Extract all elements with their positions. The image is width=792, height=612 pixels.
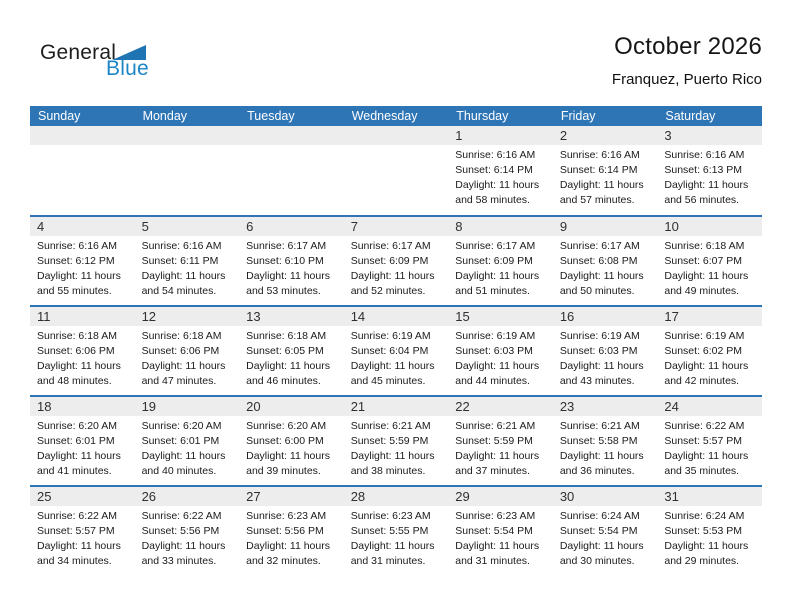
day-details (135, 416, 240, 479)
day-detail-line: Sunset: 5:54 PM (559, 525, 638, 537)
day-detail-line: Sunset: 6:03 PM (559, 345, 638, 357)
day-details (30, 416, 135, 479)
day-detail-line: Sunrise: 6:19 AM (559, 330, 640, 342)
day-detail-line: Sunrise: 6:19 AM (455, 330, 536, 342)
day-details (448, 145, 553, 208)
day-details (135, 236, 240, 299)
day-details (553, 145, 658, 208)
weekday-header-thursday: Thursday (448, 106, 553, 126)
day-number-band: 24 (657, 397, 762, 416)
day-cell-22 (448, 396, 553, 486)
day-cell-28 (344, 486, 449, 576)
day-detail-line: Sunrise: 6:18 AM (246, 330, 327, 342)
day-cell-13 (239, 306, 344, 396)
day-detail-line: Sunrise: 6:23 AM (455, 510, 536, 522)
week-row (30, 126, 762, 216)
day-details (239, 506, 344, 569)
day-detail-line: Sunrise: 6:18 AM (37, 330, 117, 342)
day-detail-line: Daylight: 11 hours (664, 360, 749, 372)
day-detail-line: Sunset: 6:02 PM (664, 345, 743, 357)
day-details (448, 326, 553, 389)
day-detail-line: Daylight: 11 hours (455, 360, 540, 372)
day-number-band: 9 (553, 217, 658, 236)
weekday-header-friday: Friday (553, 106, 658, 126)
day-detail-line: and 52 minutes. (350, 285, 426, 297)
day-details (135, 506, 240, 569)
day-number-band: 20 (239, 397, 344, 416)
week-row (30, 216, 762, 306)
day-number-band: 22 (448, 397, 553, 416)
day-detail-line: and 37 minutes. (455, 465, 530, 477)
day-detail-line: Sunset: 5:54 PM (455, 525, 533, 537)
day-details (657, 145, 762, 208)
day-details (553, 416, 658, 479)
day-detail-line: Sunset: 5:55 PM (350, 525, 429, 537)
day-detail-line: Sunset: 6:01 PM (37, 435, 115, 447)
day-cell-3 (657, 126, 762, 216)
day-detail-line: Sunset: 6:12 PM (37, 255, 115, 267)
day-detail-line: Sunrise: 6:20 AM (37, 420, 117, 432)
day-detail-line: and 38 minutes. (350, 465, 426, 477)
day-detail-line: Daylight: 11 hours (246, 270, 330, 282)
day-detail-line: and 46 minutes. (246, 375, 321, 387)
day-details (448, 416, 553, 479)
day-detail-line: and 56 minutes. (664, 194, 740, 206)
day-cell-8 (448, 216, 553, 306)
day-detail-line: Sunrise: 6:21 AM (559, 420, 640, 432)
day-detail-line: Sunrise: 6:22 AM (664, 420, 745, 432)
day-cell-11 (30, 306, 135, 396)
day-detail-line: Sunrise: 6:17 AM (455, 240, 536, 252)
day-detail-line: Sunset: 6:04 PM (350, 345, 429, 357)
day-detail-line: Sunset: 6:06 PM (141, 345, 220, 357)
day-number-band: 16 (553, 307, 658, 326)
day-detail-line: Sunset: 6:00 PM (246, 435, 324, 447)
day-detail-line: Daylight: 11 hours (455, 270, 540, 282)
day-details (553, 506, 658, 569)
day-detail-line: Daylight: 11 hours (559, 540, 644, 552)
day-details (657, 326, 762, 389)
day-cell-9 (553, 216, 658, 306)
day-detail-line: and 58 minutes. (455, 194, 530, 206)
day-detail-line: Sunrise: 6:22 AM (141, 510, 222, 522)
day-number-band: 13 (239, 307, 344, 326)
day-number-band: 19 (135, 397, 240, 416)
day-detail-line: Sunset: 6:08 PM (559, 255, 638, 267)
day-number-band: 15 (448, 307, 553, 326)
day-cell-31 (657, 486, 762, 576)
weekday-header-saturday: Saturday (657, 106, 762, 126)
week-row (30, 306, 762, 396)
day-cell-17 (657, 306, 762, 396)
day-detail-line: Daylight: 11 hours (37, 540, 121, 552)
day-cell-2 (553, 126, 658, 216)
day-detail-line: Daylight: 11 hours (455, 179, 540, 191)
day-details (135, 326, 240, 389)
day-detail-line: Daylight: 11 hours (37, 270, 121, 282)
day-details (448, 506, 553, 569)
day-cell-30 (553, 486, 658, 576)
day-number-band: 31 (657, 487, 762, 506)
day-detail-line: and 44 minutes. (455, 375, 530, 387)
day-detail-line: and 30 minutes. (559, 555, 635, 567)
day-detail-line: Sunrise: 6:18 AM (664, 240, 745, 252)
day-detail-line: and 29 minutes. (664, 555, 740, 567)
day-detail-line: Sunrise: 6:21 AM (350, 420, 431, 432)
day-details (448, 236, 553, 299)
day-cell-20 (239, 396, 344, 486)
logo-text-general: General (40, 41, 117, 64)
day-detail-line: Daylight: 11 hours (246, 540, 330, 552)
day-detail-line: Daylight: 11 hours (141, 360, 226, 372)
empty-day-cell (344, 126, 449, 216)
day-cell-12 (135, 306, 240, 396)
day-detail-line: Sunset: 6:01 PM (141, 435, 220, 447)
day-detail-line: Sunset: 6:06 PM (37, 345, 115, 357)
day-number-band: 11 (30, 307, 135, 326)
day-number-band: 18 (30, 397, 135, 416)
day-detail-line: Sunset: 5:56 PM (141, 525, 220, 537)
day-number-band: 1 (448, 126, 553, 145)
day-detail-line: Daylight: 11 hours (246, 450, 330, 462)
day-detail-line: Sunrise: 6:24 AM (559, 510, 640, 522)
day-detail-line: Sunrise: 6:22 AM (37, 510, 117, 522)
logo-text-blue: Blue (106, 57, 149, 80)
day-cell-1 (448, 126, 553, 216)
day-detail-line: Sunset: 5:57 PM (37, 525, 115, 537)
day-detail-line: Sunset: 5:59 PM (350, 435, 429, 447)
day-cell-7 (344, 216, 449, 306)
day-details (344, 326, 449, 389)
day-detail-line: Sunset: 5:53 PM (664, 525, 743, 537)
day-detail-line: and 54 minutes. (141, 285, 217, 297)
day-cell-26 (135, 486, 240, 576)
day-detail-line: Daylight: 11 hours (664, 179, 749, 191)
day-detail-line: and 31 minutes. (455, 555, 530, 567)
day-detail-line: Sunset: 6:03 PM (455, 345, 533, 357)
day-details (30, 326, 135, 389)
day-number-band: 30 (553, 487, 658, 506)
day-detail-line: Daylight: 11 hours (37, 450, 121, 462)
day-detail-line: Sunset: 6:10 PM (246, 255, 324, 267)
title-block (612, 33, 762, 88)
day-detail-line: Daylight: 11 hours (664, 450, 749, 462)
day-detail-line: and 50 minutes. (559, 285, 635, 297)
day-detail-line: Sunset: 6:14 PM (559, 164, 638, 176)
day-number-band: 12 (135, 307, 240, 326)
weekday-header-row (30, 106, 762, 126)
day-detail-line: and 43 minutes. (559, 375, 635, 387)
empty-day-cell (239, 126, 344, 216)
empty-day-cell (135, 126, 240, 216)
day-cell-24 (657, 396, 762, 486)
day-detail-line: Sunrise: 6:19 AM (664, 330, 745, 342)
day-detail-line: and 39 minutes. (246, 465, 321, 477)
day-cell-19 (135, 396, 240, 486)
day-detail-line: Sunset: 6:14 PM (455, 164, 533, 176)
general-blue-logo (40, 41, 170, 87)
day-detail-line: and 47 minutes. (141, 375, 217, 387)
day-number-band: 5 (135, 217, 240, 236)
day-cell-5 (135, 216, 240, 306)
day-detail-line: Sunrise: 6:16 AM (455, 149, 536, 161)
day-number-band: 2 (553, 126, 658, 145)
day-detail-line: and 40 minutes. (141, 465, 217, 477)
day-details (553, 326, 658, 389)
day-details (344, 416, 449, 479)
day-detail-line: Sunset: 6:11 PM (141, 255, 219, 267)
day-details (657, 416, 762, 479)
day-detail-line: Daylight: 11 hours (559, 450, 644, 462)
day-detail-line: Sunset: 6:07 PM (664, 255, 743, 267)
day-detail-line: and 51 minutes. (455, 285, 530, 297)
day-details (30, 236, 135, 299)
day-number-band: 28 (344, 487, 449, 506)
day-cell-21 (344, 396, 449, 486)
weekday-header-monday: Monday (135, 106, 240, 126)
day-details (239, 416, 344, 479)
day-detail-line: Daylight: 11 hours (664, 540, 749, 552)
week-row (30, 486, 762, 576)
day-cell-27 (239, 486, 344, 576)
day-number-band: 4 (30, 217, 135, 236)
day-detail-line: and 35 minutes. (664, 465, 740, 477)
day-detail-line: Daylight: 11 hours (350, 540, 435, 552)
day-detail-line: and 48 minutes. (37, 375, 112, 387)
day-detail-line: Daylight: 11 hours (559, 270, 644, 282)
day-details (657, 506, 762, 569)
day-detail-line: Sunset: 5:56 PM (246, 525, 324, 537)
day-detail-line: and 49 minutes. (664, 285, 740, 297)
day-cell-23 (553, 396, 658, 486)
day-detail-line: and 33 minutes. (141, 555, 217, 567)
day-detail-line: and 36 minutes. (559, 465, 635, 477)
day-detail-line: Sunrise: 6:17 AM (350, 240, 431, 252)
day-detail-line: Sunrise: 6:20 AM (246, 420, 327, 432)
day-number-band: 10 (657, 217, 762, 236)
week-row (30, 396, 762, 486)
day-detail-line: Sunset: 6:09 PM (350, 255, 429, 267)
day-detail-line: Sunrise: 6:17 AM (559, 240, 640, 252)
day-detail-line: and 31 minutes. (350, 555, 426, 567)
day-cell-25 (30, 486, 135, 576)
day-details (239, 326, 344, 389)
day-cell-6 (239, 216, 344, 306)
weekday-header-sunday: Sunday (30, 106, 135, 126)
day-number-band: 27 (239, 487, 344, 506)
day-number-band (239, 126, 344, 145)
day-number-band: 7 (344, 217, 449, 236)
day-detail-line: Daylight: 11 hours (37, 360, 121, 372)
day-detail-line: Daylight: 11 hours (141, 450, 226, 462)
day-details (344, 506, 449, 569)
day-detail-line: and 41 minutes. (37, 465, 112, 477)
day-detail-line: Sunrise: 6:16 AM (559, 149, 640, 161)
day-details (239, 236, 344, 299)
weekday-header-tuesday: Tuesday (239, 106, 344, 126)
day-detail-line: Sunrise: 6:20 AM (141, 420, 222, 432)
day-number-band (135, 126, 240, 145)
day-details (553, 236, 658, 299)
day-detail-line: Sunset: 5:59 PM (455, 435, 533, 447)
weekday-header-wednesday: Wednesday (344, 106, 449, 126)
day-cell-4 (30, 216, 135, 306)
day-number-band: 29 (448, 487, 553, 506)
day-detail-line: Sunrise: 6:17 AM (246, 240, 327, 252)
day-number-band: 6 (239, 217, 344, 236)
day-detail-line: Daylight: 11 hours (141, 540, 226, 552)
day-number-band: 26 (135, 487, 240, 506)
day-detail-line: Daylight: 11 hours (559, 179, 644, 191)
day-number-band: 17 (657, 307, 762, 326)
day-cell-14 (344, 306, 449, 396)
day-number-band (344, 126, 449, 145)
day-detail-line: and 45 minutes. (350, 375, 426, 387)
day-number-band: 8 (448, 217, 553, 236)
day-detail-line: Daylight: 11 hours (559, 360, 644, 372)
day-detail-line: Sunrise: 6:16 AM (37, 240, 117, 252)
day-detail-line: Sunrise: 6:19 AM (350, 330, 431, 342)
day-detail-line: Sunrise: 6:16 AM (664, 149, 745, 161)
day-detail-line: and 32 minutes. (246, 555, 321, 567)
day-cell-16 (553, 306, 658, 396)
page-title: October 2026 (614, 33, 762, 60)
day-details (657, 236, 762, 299)
day-number-band (30, 126, 135, 145)
day-detail-line: Sunrise: 6:21 AM (455, 420, 536, 432)
day-detail-line: Sunset: 5:58 PM (559, 435, 638, 447)
day-detail-line: Sunrise: 6:23 AM (350, 510, 431, 522)
day-detail-line: Daylight: 11 hours (246, 360, 330, 372)
day-number-band: 21 (344, 397, 449, 416)
day-detail-line: Sunset: 6:09 PM (455, 255, 533, 267)
day-detail-line: Daylight: 11 hours (141, 270, 226, 282)
calendar-grid (30, 106, 762, 576)
day-detail-line: Sunrise: 6:18 AM (141, 330, 222, 342)
day-cell-29 (448, 486, 553, 576)
day-detail-line: Daylight: 11 hours (350, 360, 435, 372)
day-cell-15 (448, 306, 553, 396)
day-details (30, 506, 135, 569)
day-detail-line: Daylight: 11 hours (350, 270, 435, 282)
day-detail-line: Daylight: 11 hours (455, 450, 540, 462)
day-number-band: 3 (657, 126, 762, 145)
day-detail-line: Sunset: 6:13 PM (664, 164, 743, 176)
day-cell-18 (30, 396, 135, 486)
day-detail-line: and 34 minutes. (37, 555, 112, 567)
day-detail-line: and 55 minutes. (37, 285, 112, 297)
day-detail-line: and 57 minutes. (559, 194, 635, 206)
day-cell-10 (657, 216, 762, 306)
empty-day-cell (30, 126, 135, 216)
day-number-band: 23 (553, 397, 658, 416)
day-detail-line: and 42 minutes. (664, 375, 740, 387)
page-subtitle: Franquez, Puerto Rico (611, 71, 762, 88)
day-detail-line: Sunset: 6:05 PM (246, 345, 324, 357)
day-detail-line: Sunrise: 6:16 AM (141, 240, 222, 252)
day-detail-line: Sunrise: 6:24 AM (664, 510, 745, 522)
day-detail-line: Daylight: 11 hours (455, 540, 540, 552)
day-detail-line: Daylight: 11 hours (350, 450, 435, 462)
day-detail-line: Sunset: 5:57 PM (664, 435, 743, 447)
day-details (344, 236, 449, 299)
day-detail-line: and 53 minutes. (246, 285, 321, 297)
day-number-band: 25 (30, 487, 135, 506)
day-number-band: 14 (344, 307, 449, 326)
day-detail-line: Sunrise: 6:23 AM (246, 510, 327, 522)
day-detail-line: Daylight: 11 hours (664, 270, 749, 282)
